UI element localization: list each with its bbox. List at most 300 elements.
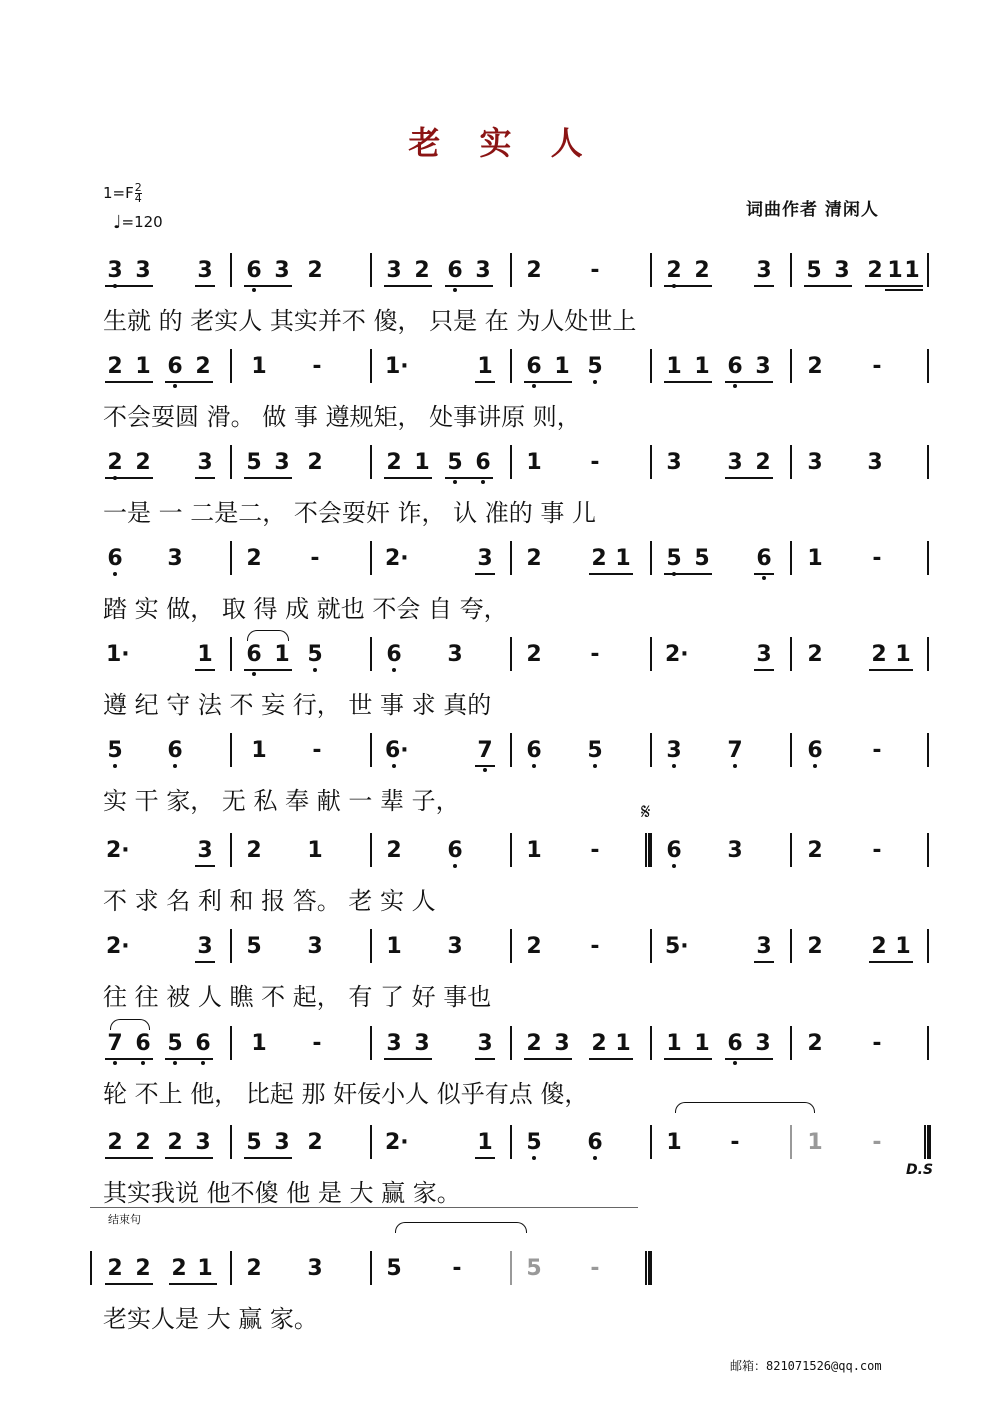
- note: 2: [107, 1130, 123, 1155]
- beam-underline: [105, 285, 153, 287]
- bar-line: [510, 541, 512, 575]
- note: 5: [587, 354, 603, 379]
- note: -: [872, 838, 882, 863]
- song-title: 老 实 人: [408, 124, 597, 162]
- bar-line: [510, 1125, 512, 1159]
- octave-dot: [762, 576, 766, 580]
- note: -: [590, 838, 600, 863]
- bar-line: [370, 1026, 372, 1060]
- bar-line: [650, 349, 652, 383]
- beam-underline: [869, 669, 913, 671]
- note: -: [310, 546, 320, 571]
- note: 2: [307, 1130, 323, 1155]
- note: 2·: [385, 1130, 409, 1155]
- note: 5: [806, 258, 822, 283]
- octave-dot: [252, 672, 256, 676]
- beam-underline: [105, 1283, 153, 1285]
- bar-line: [650, 541, 652, 575]
- bar-line: [230, 929, 232, 963]
- note: 5: [307, 642, 323, 667]
- note: 1·: [106, 642, 130, 667]
- lyrics-line-4: 踏 实 做， 取 得 成 就也 不会 自 夸，: [103, 595, 508, 623]
- note: 1: [251, 738, 267, 763]
- note: 2: [666, 258, 682, 283]
- note: 6: [807, 738, 823, 763]
- bar-line: [510, 637, 512, 671]
- bar-line: [370, 349, 372, 383]
- note: -: [312, 354, 322, 379]
- beam-underline: [475, 1058, 495, 1060]
- beam-underline: [165, 1157, 213, 1159]
- note: 5: [167, 1031, 183, 1056]
- note: 6: [666, 838, 682, 863]
- octave-dot: [113, 1061, 117, 1065]
- score-line-7: [0, 830, 1005, 915]
- note: 2: [526, 934, 542, 959]
- octave-dot: [453, 480, 457, 484]
- bar-line: [650, 445, 652, 479]
- bar-line: [510, 929, 512, 963]
- note: 2: [414, 258, 430, 283]
- slur-tie: [675, 1102, 815, 1113]
- octave-dot: [532, 1156, 536, 1160]
- note: 1: [197, 642, 213, 667]
- author-credit: 词曲作者 清闲人: [746, 200, 879, 220]
- octave-dot: [173, 764, 177, 768]
- note: 5: [246, 1130, 262, 1155]
- note: 3: [727, 450, 743, 475]
- note: 6: [447, 838, 463, 863]
- note: 3: [755, 354, 771, 379]
- score-line-4: [0, 538, 1005, 623]
- note: 1: [895, 934, 911, 959]
- note: 3: [554, 1031, 570, 1056]
- beam-underline: [475, 1157, 495, 1159]
- bar-line: [927, 541, 929, 575]
- octave-dot: [733, 1061, 737, 1065]
- note: 3: [447, 934, 463, 959]
- note: -: [590, 642, 600, 667]
- note: 1: [251, 1031, 267, 1056]
- bar-line: [510, 445, 512, 479]
- note: 3: [666, 738, 682, 763]
- bar-line: [650, 253, 652, 287]
- note: 5: [526, 1256, 542, 1281]
- slur-tie: [395, 1222, 527, 1233]
- note: 6: [475, 450, 491, 475]
- note: 3: [414, 1031, 430, 1056]
- bar-line: [230, 1026, 232, 1060]
- beam-underline: [165, 1058, 213, 1060]
- bar-line: [927, 445, 929, 479]
- note: 7: [107, 1031, 123, 1056]
- bar-line: [927, 349, 929, 383]
- beam-underline: [589, 1058, 633, 1060]
- note: 2: [167, 1130, 183, 1155]
- bar-line: [790, 445, 792, 479]
- note: -: [590, 258, 600, 283]
- note: 1: [477, 1130, 493, 1155]
- note: 7: [727, 738, 743, 763]
- note: -: [730, 1130, 740, 1155]
- lyrics-line-10: 其实我说 他不傻 他 是 大 赢 家。: [103, 1179, 461, 1207]
- note: 2: [307, 258, 323, 283]
- score-line-9: [0, 1023, 1005, 1108]
- note: 3: [167, 546, 183, 571]
- note: 2: [386, 450, 402, 475]
- slur-tie: [110, 1019, 150, 1030]
- bar-line: [927, 637, 929, 671]
- lyrics-line-2: 不会耍圆 滑。 做 事 遵规矩， 处事讲原 则，: [103, 403, 581, 431]
- beam-underline: [105, 477, 153, 479]
- beam-underline: [475, 573, 495, 575]
- note: 3: [107, 258, 123, 283]
- beam-underline: [195, 669, 215, 671]
- bar-line: [790, 929, 792, 963]
- note: 1: [807, 1130, 823, 1155]
- note: 5: [587, 738, 603, 763]
- note: 2: [755, 450, 771, 475]
- bar-line: [230, 1125, 232, 1159]
- bar-line: [510, 253, 512, 287]
- beam-underline: [244, 285, 292, 287]
- note: 3: [197, 838, 213, 863]
- octave-dot: [113, 572, 117, 576]
- note: 2: [591, 546, 607, 571]
- note: 3: [197, 258, 213, 283]
- note: -: [452, 1256, 462, 1281]
- bar-line: [650, 637, 652, 671]
- tempo-value: =120: [121, 213, 163, 231]
- bar-line: [370, 833, 372, 867]
- bar-line: [645, 1251, 652, 1285]
- beam-underline: [664, 1058, 712, 1060]
- time-signature: $\frac{2}{4}$: [134, 181, 142, 205]
- score-line-6: [0, 730, 1005, 815]
- beam-underline: [195, 285, 215, 287]
- lyrics-line-9: 轮 不上 他， 比起 那 奸佞小人 似乎有点 傻，: [103, 1080, 589, 1108]
- note: 2: [307, 450, 323, 475]
- tempo-marking: [113, 212, 163, 233]
- bar-line: [927, 253, 929, 287]
- score-line-8: [0, 926, 1005, 1011]
- note: 2: [246, 1256, 262, 1281]
- beam-underline: [384, 477, 432, 479]
- beam-underline: [885, 289, 923, 291]
- note: 3: [307, 934, 323, 959]
- beam-underline: [754, 669, 774, 671]
- octave-dot: [733, 384, 737, 388]
- beam-underline: [804, 285, 852, 287]
- beam-underline: [475, 381, 495, 383]
- note: -: [312, 1031, 322, 1056]
- note: 6: [386, 642, 402, 667]
- note: -: [590, 934, 600, 959]
- bar-line: [370, 541, 372, 575]
- octave-dot: [313, 668, 317, 672]
- bar-line: [370, 1251, 372, 1285]
- note: 3: [274, 1130, 290, 1155]
- note: 6: [246, 258, 262, 283]
- beam-underline: [195, 865, 215, 867]
- note: 1: [887, 258, 903, 283]
- note: 5: [447, 450, 463, 475]
- beam-underline: [445, 285, 493, 287]
- note: 2: [871, 642, 887, 667]
- note: 5: [246, 450, 262, 475]
- note: 3: [447, 642, 463, 667]
- note: 1: [554, 354, 570, 379]
- quarter-note-icon: ♩: [113, 212, 122, 233]
- bar-line: [790, 1125, 792, 1159]
- beam-underline: [865, 285, 923, 287]
- note: 2: [195, 354, 211, 379]
- note: 2: [386, 838, 402, 863]
- bar-line: [230, 733, 232, 767]
- note: 2: [526, 642, 542, 667]
- beam-underline: [384, 1058, 432, 1060]
- ending-label: 结束句: [108, 1213, 141, 1226]
- note: 2: [871, 934, 887, 959]
- note: 1: [526, 838, 542, 863]
- note: 1: [615, 546, 631, 571]
- note: 3: [756, 642, 772, 667]
- bar-line: [510, 833, 512, 867]
- beam-underline: [244, 477, 292, 479]
- octave-dot: [453, 864, 457, 868]
- note: 2: [135, 1130, 151, 1155]
- note: 5: [246, 934, 262, 959]
- octave-dot: [532, 764, 536, 768]
- bar-line: [510, 1251, 512, 1285]
- note: 6·: [385, 738, 409, 763]
- score-line-1: [0, 250, 1005, 335]
- note: 1: [666, 354, 682, 379]
- note: 5·: [665, 934, 689, 959]
- bar-line: [230, 637, 232, 671]
- note: 2: [246, 838, 262, 863]
- bar-line: [510, 1026, 512, 1060]
- note: 2: [107, 1256, 123, 1281]
- note: 3: [307, 1256, 323, 1281]
- beam-underline: [725, 381, 773, 383]
- note: 2·: [106, 934, 130, 959]
- bar-line: [230, 541, 232, 575]
- beam-underline: [664, 573, 712, 575]
- note: 6: [526, 738, 542, 763]
- octave-dot: [481, 480, 485, 484]
- beam-underline: [244, 669, 292, 671]
- bar-line: [790, 253, 792, 287]
- octave-dot: [141, 1061, 145, 1065]
- octave-dot: [252, 288, 256, 292]
- bar-line: [924, 1125, 931, 1159]
- note: 3: [834, 258, 850, 283]
- note: 6: [167, 354, 183, 379]
- octave-dot: [173, 384, 177, 388]
- beam-underline: [725, 477, 773, 479]
- note: 3: [197, 450, 213, 475]
- bar-line: [230, 833, 232, 867]
- beam-underline: [105, 1157, 153, 1159]
- note: 3: [477, 546, 493, 571]
- note: 2: [867, 258, 883, 283]
- beam-underline: [589, 573, 633, 575]
- bar-line: [790, 833, 792, 867]
- lyrics-line-7: 不 求 名 利 和 报 答。 老 实 人: [103, 887, 436, 915]
- beam-underline: [195, 961, 215, 963]
- note: 2·: [385, 546, 409, 571]
- note: -: [590, 1256, 600, 1281]
- bar-line: [370, 1125, 372, 1159]
- note: 1: [251, 354, 267, 379]
- contact-email: 邮箱：821071526@qq.com: [730, 1359, 882, 1373]
- note: 2: [807, 838, 823, 863]
- bar-line: [510, 733, 512, 767]
- note: -: [872, 1031, 882, 1056]
- note: 3: [727, 838, 743, 863]
- bar-line: [650, 929, 652, 963]
- octave-dot: [483, 768, 487, 772]
- octave-dot: [201, 1061, 205, 1065]
- note: 3: [135, 258, 151, 283]
- beam-underline: [754, 285, 774, 287]
- note: -: [590, 450, 600, 475]
- note: 2: [807, 934, 823, 959]
- note: 6: [135, 1031, 151, 1056]
- bar-line: [790, 349, 792, 383]
- note: 3: [475, 258, 491, 283]
- octave-dot: [532, 384, 536, 388]
- note: 5: [107, 738, 123, 763]
- beam-underline: [384, 285, 432, 287]
- beam-underline: [869, 961, 913, 963]
- bar-line: [230, 253, 232, 287]
- ending-divider: [90, 1207, 638, 1208]
- beam-underline: [524, 381, 572, 383]
- bar-line: [370, 637, 372, 671]
- note: 6: [526, 354, 542, 379]
- score-line-10: [0, 1122, 1005, 1207]
- note: 6: [246, 642, 262, 667]
- note: -: [872, 1130, 882, 1155]
- score-line-3: [0, 442, 1005, 527]
- octave-dot: [593, 1156, 597, 1160]
- lyrics-line-ending: 老实人是 大 赢 家。: [103, 1305, 318, 1333]
- beam-underline: [445, 477, 493, 479]
- note: 3: [755, 1031, 771, 1056]
- note: -: [872, 738, 882, 763]
- note: 1: [197, 1256, 213, 1281]
- note: 1: [414, 450, 430, 475]
- octave-dot: [392, 668, 396, 672]
- bar-line: [650, 1125, 652, 1159]
- note: 1: [895, 642, 911, 667]
- lyrics-line-3: 一是 一 二是二， 不会耍奸 诈， 认 准的 事 儿: [103, 499, 597, 527]
- slur-tie: [247, 630, 289, 641]
- lyrics-line-6: 实 干 家， 无 私 奉 献 一 辈 子，: [103, 787, 460, 815]
- note: 2: [526, 258, 542, 283]
- note: 1: [477, 354, 493, 379]
- bar-line: [230, 349, 232, 383]
- note: 6: [167, 738, 183, 763]
- note: 1: [274, 642, 290, 667]
- note: 6: [727, 354, 743, 379]
- note: 6: [756, 546, 772, 571]
- note: 1: [694, 354, 710, 379]
- lyrics-line-5: 遵 纪 守 法 不 妄 行， 世 事 求 真的: [103, 691, 492, 719]
- octave-dot: [593, 764, 597, 768]
- note: 6: [107, 546, 123, 571]
- beam-underline: [664, 285, 712, 287]
- note: 2: [135, 450, 151, 475]
- note: 1: [386, 934, 402, 959]
- bar-line: [370, 733, 372, 767]
- octave-dot: [173, 1061, 177, 1065]
- beam-underline: [195, 477, 215, 479]
- octave-dot: [672, 864, 676, 868]
- bar-line: [927, 1026, 929, 1060]
- note: 6: [195, 1031, 211, 1056]
- beam-underline: [754, 961, 774, 963]
- beam-underline: [244, 1157, 292, 1159]
- octave-dot: [113, 764, 117, 768]
- note: 1: [666, 1031, 682, 1056]
- bar-line: [790, 1026, 792, 1060]
- note: 2: [694, 258, 710, 283]
- note: 1: [307, 838, 323, 863]
- note: 7: [477, 738, 493, 763]
- bar-line: [230, 1251, 232, 1285]
- octave-dot: [733, 764, 737, 768]
- beam-underline: [725, 1058, 773, 1060]
- note: 3: [274, 258, 290, 283]
- bar-line: [790, 733, 792, 767]
- note: 2: [807, 642, 823, 667]
- note: 5: [666, 546, 682, 571]
- note: 5: [694, 546, 710, 571]
- note: 3: [756, 934, 772, 959]
- note: 2: [171, 1256, 187, 1281]
- note: 3: [477, 1031, 493, 1056]
- beam-underline: [169, 1283, 217, 1285]
- bar-line: [790, 541, 792, 575]
- score-line-5: [0, 634, 1005, 719]
- beam-underline: [664, 381, 712, 383]
- note: 2: [526, 1031, 542, 1056]
- note: 1: [526, 450, 542, 475]
- note: 6: [587, 1130, 603, 1155]
- bar-line: [645, 833, 652, 867]
- note: -: [312, 738, 322, 763]
- note: 3: [807, 450, 823, 475]
- lyrics-line-8: 往 往 被 人 瞧 不 起， 有 了 好 事也: [103, 983, 492, 1011]
- note: 3: [274, 450, 290, 475]
- note: 1: [135, 354, 151, 379]
- bar-line: [927, 733, 929, 767]
- bar-line: [230, 445, 232, 479]
- note: 2: [107, 450, 123, 475]
- note: 2: [526, 546, 542, 571]
- note: 2·: [665, 642, 689, 667]
- lyrics-line-1: 生就 的 老实人 其实并不 傻， 只是 在 为人处世上: [103, 307, 637, 335]
- note: 6: [447, 258, 463, 283]
- bar-line: [370, 445, 372, 479]
- note: 3: [197, 934, 213, 959]
- beam-underline: [524, 1058, 572, 1060]
- beam-underline: [165, 381, 213, 383]
- note: 3: [386, 258, 402, 283]
